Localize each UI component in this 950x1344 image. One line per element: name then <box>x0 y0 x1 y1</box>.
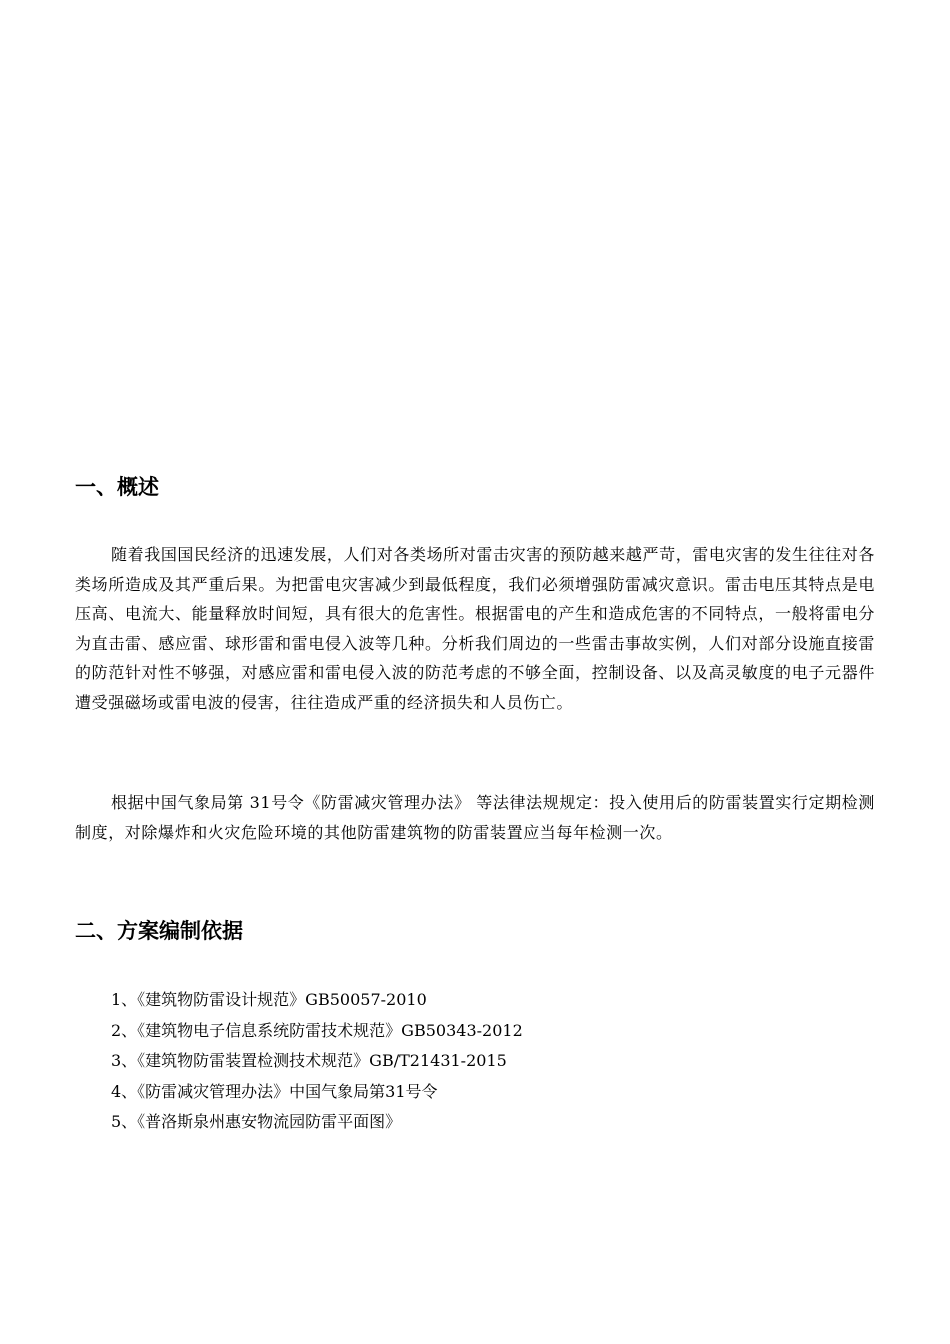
list-item: 3、《建筑物防雷装置检测技术规范》GB/T21431-2015 <box>111 1051 507 1070</box>
section-heading-overview: 一、概述 <box>75 475 159 499</box>
list-item: 2、《建筑物电子信息系统防雷技术规范》GB50343-2012 <box>111 1020 523 1040</box>
overview-paragraph-1: 随着我国国民经济的迅速发展，人们对各类场所对雷击灾害的预防越来越严苛，雷电灾害的发生往往对各类场所造成及其严重后果。为把雷电灾害减少到最低程度，我们必须增强防雷减灾意识。雷击电压其特点是电压高、电流大、能量释放时间短，具有很大的危害性。根据雷电的产生和造成危害的不同特点，一般将雷电分为直击雷、感应雷、球形雷和雷电侵入波等几种。分析我们周边的一些雷击事故实例，人们对部分设施直接雷的防范针对性不够强，对感应雷和雷电侵入波的防范考虑的不够全面，控制设备、以及高灵敏度的电子元器件遭受强磁场或雷电波的侵害，往往造成严重的经济损失和人员伤亡。 <box>75 545 875 712</box>
section-heading-basis: 二、方案编制依据 <box>75 919 243 943</box>
reference-list <box>111 985 523 1138</box>
list-item: 5、《普洛斯泉州惠安物流园防雷平面图》 <box>111 1112 402 1131</box>
list-item: 4、《防雷减灾管理办法》中国气象局第31号令 <box>111 1081 438 1101</box>
overview-paragraph-2: 根据中国气象局第 31号令《防雷减灾管理办法》 等法律法规规定：投入使用后的防雷装置实行定期检测制度，对除爆炸和火灾危险环境的其他防雷建筑物的防雷装置应当每年检测一次。 <box>75 793 875 842</box>
list-item: 1、《建筑物防雷设计规范》GB50057-2010 <box>111 990 427 1009</box>
